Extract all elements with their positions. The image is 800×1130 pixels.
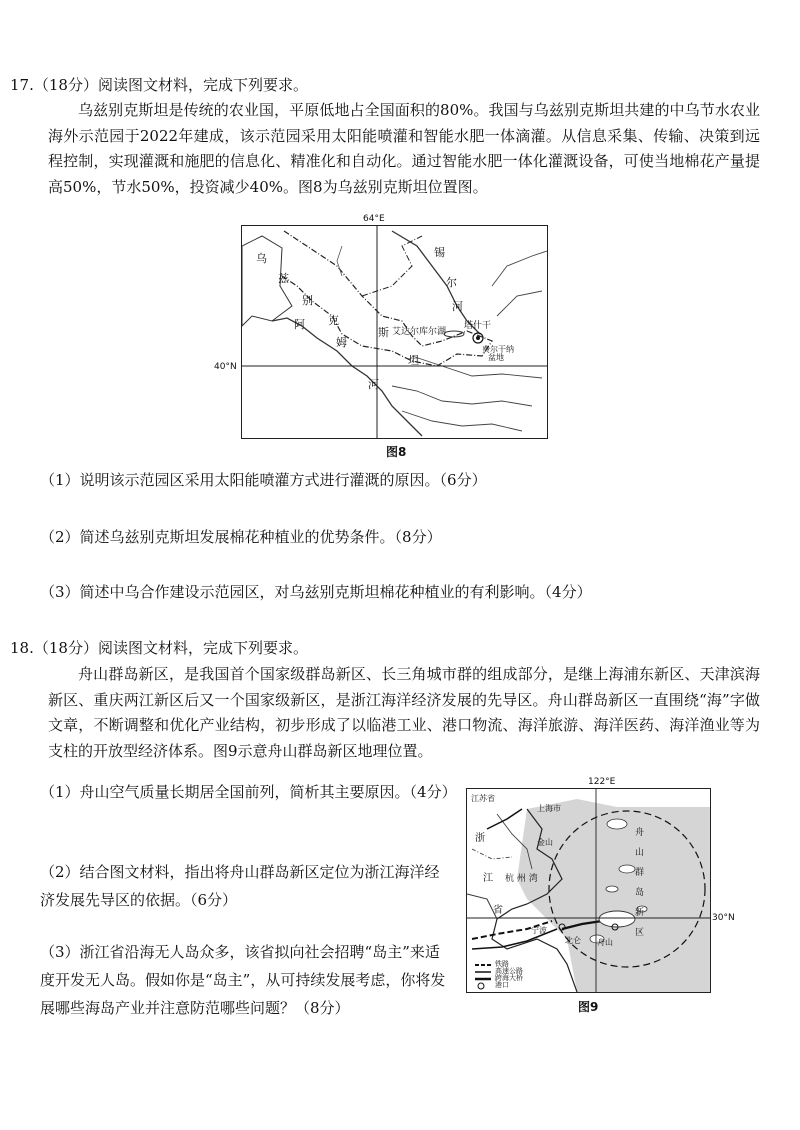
legend-railway: 铁路 [495, 960, 509, 968]
map8-label: 锡 [434, 246, 445, 259]
map9-label: 舟 [635, 828, 645, 838]
map9-label: 宁波 [531, 926, 547, 935]
map9-label: 浙 [475, 833, 485, 844]
map-zhoushan [466, 788, 711, 993]
legend-highway: 高速公路 [495, 967, 523, 975]
map9-label: 区 [635, 928, 645, 938]
map8-label: 尔 [446, 276, 457, 289]
map9-lat-label: 30°N [712, 913, 735, 923]
map9-label: 岛 [635, 888, 645, 898]
map9-label: 新 [635, 908, 645, 918]
map8-label: 坦 [408, 354, 419, 367]
map9-label: 上海市 [537, 804, 561, 813]
map8-label: 河 [452, 300, 463, 313]
map8-label: 别 [302, 294, 313, 307]
map9-label: 群 [635, 868, 645, 878]
map8-lat-label: 40°N [214, 362, 237, 372]
map9-label: 杭 州 湾 [505, 874, 538, 884]
map8-label: 阿 [294, 318, 305, 331]
map8-label: 艾达尔库尔湖 [392, 327, 447, 337]
legend-port: 港口 [495, 981, 509, 989]
map9-label: 省 [493, 905, 503, 916]
figure8-caption: 图8 [386, 445, 407, 459]
map9-label: 北仑 [565, 936, 581, 945]
q18-paragraph: 舟山群岛新区，是我国首个国家级群岛新区、长三角城市群的组成部分，是继上海浦东新区、天津滨海新区、重庆两江新区后又一个国家级新区，是浙江海洋经济发展的先导区。舟山群岛新区一直围绕“海”字做文章，不断调整和优化产业结构，初步形成了以临港工业、港口物流、海洋旅游、海洋医药、海洋渔业等为支柱的开放型经济体系。图9示意舟山群岛新区地理位置。 [48, 665, 760, 760]
map8-label: 费尔干纳 [482, 345, 514, 354]
map8-lon-label: 64°E [363, 214, 385, 224]
q17-paragraph: 乌兹别克斯坦是传统的农业国，平原低地占全国面积的80%。我国与乌兹别克斯坦共建的中乌节水农业海外示范园于2022年建成，该示范园采用太阳能喷灌和智能水肥一体滴灌。从信息采集、传输、决策到远程控制，实现灌溉和施肥的信息化、精准化和自动化。通过智能水肥一体化灌溉设备，可使当地棉花产量提高50%，节水50%，投资减少40%。图8为乌兹别克斯坦位置图。 [48, 101, 760, 196]
map8-label: 河 [368, 378, 379, 391]
map9-lon-label: 122°E [588, 777, 616, 787]
q17-sub2: （2）简述乌兹别克斯坦发展棉花种植业的优势条件。（8分） [40, 528, 442, 546]
map-uzbekistan [241, 225, 548, 439]
map9-label: 金山 [537, 838, 553, 847]
q18-sub3: （3）浙江省沿海无人岛众多，该省拟向社会招聘“岛主”来适度开发无人岛。假如你是“岛主”，从可持续发展考虑，你将发展哪些海岛产业并注意防范哪些问题？（8分） [40, 943, 446, 1017]
legend-bridge: 跨海大桥 [495, 974, 523, 982]
map8-label: 克 [328, 314, 339, 327]
map8-label: 乌 [256, 252, 267, 265]
q17-header: 17.（18分）阅读图文材料，完成下列要求。 [10, 76, 308, 94]
q18-sub2: （2）结合图文材料，指出将舟山群岛新区定位为浙江海洋经济发展先导区的依据。（6分） [40, 863, 440, 909]
map9-label: 江苏省 [471, 794, 495, 803]
map9-label: 江 [483, 873, 493, 884]
q17-sub3: （3）简述中乌合作建设示范园区，对乌兹别克斯坦棉花种植业的有利影响。（4分） [40, 583, 592, 601]
figure9-caption: 图9 [578, 1000, 599, 1014]
map9-label: 舟山 [597, 938, 613, 947]
map8-label: 盆地 [488, 353, 504, 362]
map8-label: 姆 [336, 336, 347, 349]
map9-label: 山 [635, 848, 645, 858]
q17-sub1: （1）说明该示范园区采用太阳能喷灌方式进行灌溉的原因。（6分） [40, 471, 487, 489]
map8-label: 塔什干 [464, 321, 492, 331]
q18-sub1: （1）舟山空气质量长期居全国前列，简析其主要原因。（4分） [40, 783, 457, 801]
map8-label: 斯 [378, 326, 389, 339]
q18-header: 18.（18分）阅读图文材料，完成下列要求。 [10, 639, 308, 657]
map8-label: 兹 [278, 272, 289, 285]
